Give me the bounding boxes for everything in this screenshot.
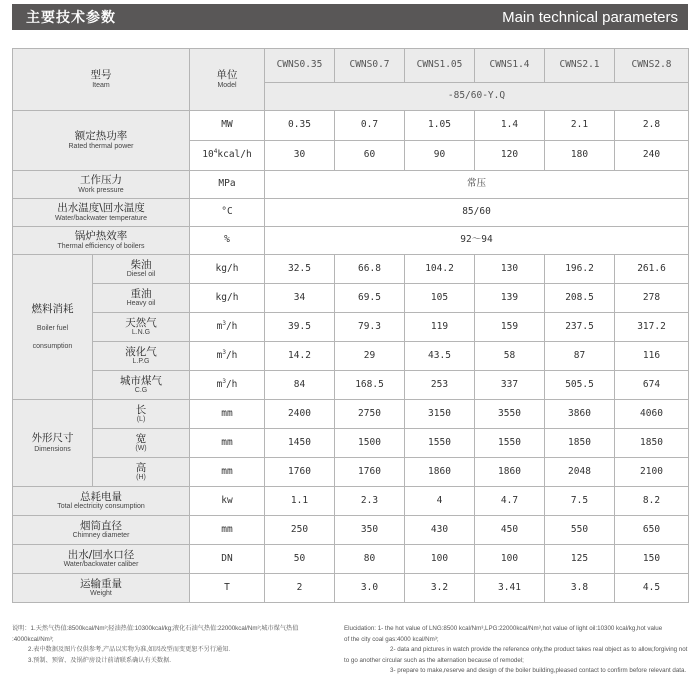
value-cell: 650 bbox=[615, 516, 689, 545]
unit-cell: mm bbox=[190, 516, 265, 545]
table-row bbox=[13, 516, 689, 545]
value-cell: 34 bbox=[265, 284, 335, 313]
table-row bbox=[13, 342, 689, 371]
value-cell: 1.1 bbox=[265, 487, 335, 516]
footnotes-cn bbox=[12, 624, 334, 677]
note-line: of the city coal gas:4000 kcal/Nm³; bbox=[344, 635, 439, 643]
sub-label-fuel: 液化气 L.P.G bbox=[93, 342, 190, 371]
value-cell: 1860 bbox=[405, 458, 475, 487]
value-cell: 130 bbox=[475, 255, 545, 284]
table-row bbox=[13, 429, 689, 458]
section-header bbox=[12, 4, 688, 30]
value-cell: 237.5 bbox=[545, 313, 615, 342]
note-line: 3- prepare to make,reserve and design of the boiler building,pleased contact to confirm before relevant data. bbox=[390, 667, 687, 674]
value-cell: 2.3 bbox=[335, 487, 405, 516]
sub-label-dimension: 宽 (W) bbox=[93, 429, 190, 458]
unit-cell: T bbox=[190, 574, 265, 603]
footnotes bbox=[12, 624, 688, 677]
table-row bbox=[13, 227, 689, 255]
value-cell: 196.2 bbox=[545, 255, 615, 284]
unit-cell: °C bbox=[190, 199, 265, 227]
value-cell: 104.2 bbox=[405, 255, 475, 284]
note-line: to go another circular such as the alternation because of remodel; bbox=[344, 656, 524, 664]
table-row bbox=[13, 199, 689, 227]
unit-cell: $10^4kcal/h$ bbox=[190, 141, 265, 171]
value-cell: 60 bbox=[335, 141, 405, 171]
unit-cell: $m^3/h$ bbox=[190, 313, 265, 342]
value-cell: 43.5 bbox=[405, 342, 475, 371]
table-row bbox=[13, 371, 689, 400]
footnotes-en bbox=[344, 624, 688, 677]
value-cell: 674 bbox=[615, 371, 689, 400]
value-cell: 14.2 bbox=[265, 342, 335, 371]
value-cell: 125 bbox=[545, 545, 615, 574]
sub-label-dimension: 长 (L) bbox=[93, 400, 190, 429]
row-label-work-pressure: 工作压力 Work pressure bbox=[13, 171, 190, 199]
unit-cell: DN bbox=[190, 545, 265, 574]
row-label-electricity: 总耗电量 Total electricity consumption bbox=[13, 487, 190, 516]
table-row bbox=[13, 284, 689, 313]
model-suffix: -85/60-Y.Q bbox=[265, 83, 689, 111]
value-cell: 450 bbox=[475, 516, 545, 545]
value-cell: 4060 bbox=[615, 400, 689, 429]
value-cell: 58 bbox=[475, 342, 545, 371]
table-row bbox=[13, 487, 689, 516]
model-name: CWNS1.4 bbox=[475, 49, 545, 83]
table-row bbox=[13, 458, 689, 487]
unit-cell: kw bbox=[190, 487, 265, 516]
model-name: CWNS0.7 bbox=[335, 49, 405, 83]
unit-cell: kg/h bbox=[190, 284, 265, 313]
value-cell: 2400 bbox=[265, 400, 335, 429]
unit-cell: $m^3/h$ bbox=[190, 342, 265, 371]
header-row bbox=[13, 49, 689, 83]
table-row bbox=[13, 574, 689, 603]
unit-cell: mm bbox=[190, 458, 265, 487]
value-cell: 80 bbox=[335, 545, 405, 574]
value-cell: 505.5 bbox=[545, 371, 615, 400]
value-cell: 30 bbox=[265, 141, 335, 171]
value-cell: 4.7 bbox=[475, 487, 545, 516]
note-line: 说明：1.天然气热值:8500kcal/Nm³;轻油热值:10300kcal/kg;液化石油气热值:22000kcal/Nm³;城市煤气热值 bbox=[12, 625, 299, 632]
row-label-weight: 运输重量 Weight bbox=[13, 574, 190, 603]
unit-cell: mm bbox=[190, 400, 265, 429]
value-cell: 116 bbox=[615, 342, 689, 371]
value-cell: 1860 bbox=[475, 458, 545, 487]
row-group-fuel: 燃料消耗 Boiler fuel consumption bbox=[13, 255, 93, 400]
value-cell: 2048 bbox=[545, 458, 615, 487]
value-cell: 84 bbox=[265, 371, 335, 400]
value-cell: 100 bbox=[405, 545, 475, 574]
note-line: :4000kcal/Nm³; bbox=[12, 635, 54, 643]
value-cell: 66.8 bbox=[335, 255, 405, 284]
row-label-caliber: 出水/回水口径 Water/backwater caliber bbox=[13, 545, 190, 574]
row-group-dimensions: 外形尺寸 Dimensions bbox=[13, 400, 93, 487]
table-row bbox=[13, 255, 689, 284]
value-cell: 180 bbox=[545, 141, 615, 171]
note-line: 2.表中数据及图片仅供参考,产品以实物为准,如因改型而变更恕不另行通知. bbox=[28, 646, 231, 653]
value-cell: 3150 bbox=[405, 400, 475, 429]
model-name: CWNS2.1 bbox=[545, 49, 615, 83]
value-cell: 337 bbox=[475, 371, 545, 400]
merged-value-cell: 92～94 bbox=[265, 227, 689, 255]
model-name: CWNS1.05 bbox=[405, 49, 475, 83]
value-cell: 3.8 bbox=[545, 574, 615, 603]
table-row bbox=[13, 545, 689, 574]
value-cell: 32.5 bbox=[265, 255, 335, 284]
value-cell: 1500 bbox=[335, 429, 405, 458]
value-cell: 90 bbox=[405, 141, 475, 171]
value-cell: 278 bbox=[615, 284, 689, 313]
unit-cell: % bbox=[190, 227, 265, 255]
value-cell: 250 bbox=[265, 516, 335, 545]
value-cell: 1850 bbox=[545, 429, 615, 458]
model-header: 型号 Iteam bbox=[13, 49, 190, 111]
value-cell: 50 bbox=[265, 545, 335, 574]
value-cell: 261.6 bbox=[615, 255, 689, 284]
value-cell: 139 bbox=[475, 284, 545, 313]
value-cell: 8.2 bbox=[615, 487, 689, 516]
model-name: CWNS2.8 bbox=[615, 49, 689, 83]
sub-label-fuel: 重油 Heavy oil bbox=[93, 284, 190, 313]
row-label-water-temp: 出水温度\回水温度 Water/backwater temperature bbox=[13, 199, 190, 227]
value-cell: 1450 bbox=[265, 429, 335, 458]
value-cell: 1.05 bbox=[405, 111, 475, 141]
value-cell: 3550 bbox=[475, 400, 545, 429]
model-name: CWNS0.35 bbox=[265, 49, 335, 83]
value-cell: 0.7 bbox=[335, 111, 405, 141]
value-cell: 159 bbox=[475, 313, 545, 342]
value-cell: 3.0 bbox=[335, 574, 405, 603]
value-cell: 3.41 bbox=[475, 574, 545, 603]
section-title-cn: 主要技术参数 bbox=[26, 10, 116, 26]
value-cell: 87 bbox=[545, 342, 615, 371]
value-cell: 1550 bbox=[475, 429, 545, 458]
value-cell: 2100 bbox=[615, 458, 689, 487]
table-row bbox=[13, 313, 689, 342]
value-cell: 2750 bbox=[335, 400, 405, 429]
value-cell: 2 bbox=[265, 574, 335, 603]
value-cell: 1760 bbox=[335, 458, 405, 487]
value-cell: 3860 bbox=[545, 400, 615, 429]
value-cell: 317.2 bbox=[615, 313, 689, 342]
value-cell: 29 bbox=[335, 342, 405, 371]
value-cell: 3.2 bbox=[405, 574, 475, 603]
note-line: 3.预制、预留、及锅炉房设计前请联系确认有关数据. bbox=[28, 656, 172, 664]
sub-label-fuel: 城市煤气 C.G bbox=[93, 371, 190, 400]
value-cell: 119 bbox=[405, 313, 475, 342]
value-cell: 430 bbox=[405, 516, 475, 545]
value-cell: 2.8 bbox=[615, 111, 689, 141]
value-cell: 39.5 bbox=[265, 313, 335, 342]
value-cell: 208.5 bbox=[545, 284, 615, 313]
value-cell: 350 bbox=[335, 516, 405, 545]
value-cell: 100 bbox=[475, 545, 545, 574]
value-cell: 4.5 bbox=[615, 574, 689, 603]
value-cell: 4 bbox=[405, 487, 475, 516]
value-cell: 1850 bbox=[615, 429, 689, 458]
row-label-efficiency: 锅炉热效率 Thermal efficiency of boilers bbox=[13, 227, 190, 255]
value-cell: 240 bbox=[615, 141, 689, 171]
table-row bbox=[13, 171, 689, 199]
sub-label-dimension: 高 (H) bbox=[93, 458, 190, 487]
unit-cell: $m^3/h$ bbox=[190, 371, 265, 400]
value-cell: 150 bbox=[615, 545, 689, 574]
sub-label-fuel: 天然气 L.N.G bbox=[93, 313, 190, 342]
table-row bbox=[13, 400, 689, 429]
unit-header: 单位 Model bbox=[190, 49, 265, 111]
table-row bbox=[13, 111, 689, 141]
unit-cell: MW bbox=[190, 111, 265, 141]
row-label-chimney: 烟筒直径 Chimney diameter bbox=[13, 516, 190, 545]
unit-cell: mm bbox=[190, 429, 265, 458]
note-line: Elucidation: 1- the hot value of LNG:8500 kcal/Nm³,LPG:22000kcal/Nm³,hot value of light oil:10300 kcal/kg,hot value bbox=[344, 625, 663, 632]
note-line: 2- data and pictures in watch provide the reference only,the product takes real object as to allow,forgiving not bbox=[390, 646, 688, 653]
value-cell: 105 bbox=[405, 284, 475, 313]
unit-cell: MPa bbox=[190, 171, 265, 199]
value-cell: 253 bbox=[405, 371, 475, 400]
value-cell: 69.5 bbox=[335, 284, 405, 313]
section-title-en: Main technical parameters bbox=[502, 8, 678, 26]
sub-label-fuel: 柴油 Diesel oil bbox=[93, 255, 190, 284]
value-cell: 2.1 bbox=[545, 111, 615, 141]
value-cell: 79.3 bbox=[335, 313, 405, 342]
merged-value-cell: 常压 bbox=[265, 171, 689, 199]
value-cell: 1760 bbox=[265, 458, 335, 487]
value-cell: 550 bbox=[545, 516, 615, 545]
spec-table bbox=[12, 48, 689, 603]
value-cell: 120 bbox=[475, 141, 545, 171]
value-cell: 0.35 bbox=[265, 111, 335, 141]
row-label-rated-power: 额定热功率 Rated thermal power bbox=[13, 111, 190, 171]
value-cell: 7.5 bbox=[545, 487, 615, 516]
value-cell: 1550 bbox=[405, 429, 475, 458]
merged-value-cell: 85/60 bbox=[265, 199, 689, 227]
value-cell: 168.5 bbox=[335, 371, 405, 400]
unit-cell: kg/h bbox=[190, 255, 265, 284]
value-cell: 1.4 bbox=[475, 111, 545, 141]
